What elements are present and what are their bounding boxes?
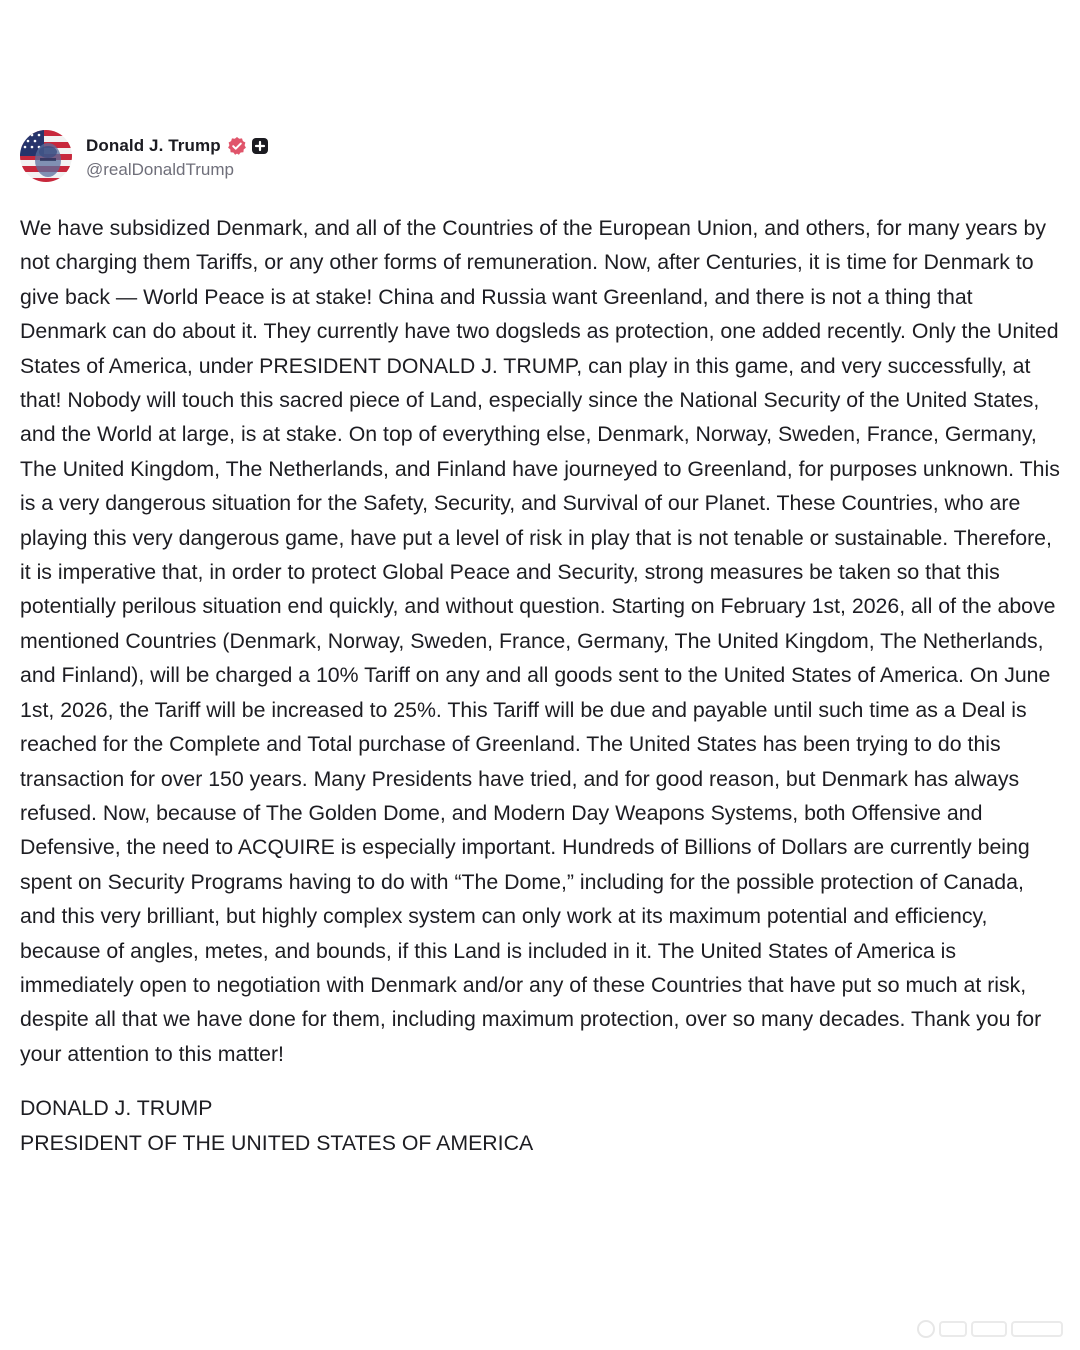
author-display-name[interactable]: Donald J. Trump: [86, 135, 221, 155]
post-content: [20, 211, 1060, 1160]
verified-badge-icon: [227, 136, 247, 156]
post-header: [20, 130, 269, 182]
avatar[interactable]: [20, 130, 72, 182]
name-row: [86, 133, 269, 159]
author-info: [86, 133, 269, 180]
plus-badge-icon: [251, 137, 269, 155]
watermark-logo-icon: [916, 1318, 1066, 1340]
avatar-flag-portrait-icon: [20, 130, 72, 182]
signature-name: DONALD J. TRUMP: [20, 1096, 213, 1121]
signature-title: PRESIDENT OF THE UNITED STATES OF AMERICA: [20, 1130, 534, 1155]
post-body: We have subsidized Denmark, and all of the Countries of the European Union, and others, for many years by not charging them Tariffs, or any other forms of remuneration. Now, after Centuries, it is time for Denmark to give back — World Peace is at stake! China and Russia want Greenland, and there is not a thing that Denmark can do about it. They currently have two dogsleds as protection, one added recently. Only the United States of America, under PRESIDENT DONALD J. TRUMP, can play in this game, and very successfully, at that! Nobody will touch this sacred piece of Land, especially since the National Security of the United States, and the World at large, is at stake. On top of everything else, Denmark, Norway, Sweden, France, Germany, The United Kingdom, The Netherlands, and Finland have journeyed to Greenland, for purposes unknown. This is a very dangerous situation for the Safety, Security, and Survival of our Planet. These Countries, who are playing this very dangerous game, have put a level of risk in play that is not tenable or sustainable. Therefore, it is imperative that, in order to protect Global Peace and Security, strong measures be taken so that this potentially perilous situation end quickly, and without question. Starting on February 1st, 2026, all of the above mentioned Countries (Denmark, Norway, Sweden, France, Germany, The United Kingdom, The Netherlands, and Finland), will be charged a 10% Tariff on any and all goods sent to the United States of America. On June 1st, 2026, the Tariff will be increased to 25%. This Tariff will be due and payable until such time as a Deal is reached for the Complete and Total purchase of Greenland. The United States has been trying to do this transaction for over 150 years. Many Presidents have tried, and for good reason, but Denmark has always refused. Now, because of The Golden Dome, and Modern Day Weapons Systems, both Offensive and Defensive, the need to ACQUIRE is especially important. Hundreds of Billions of Dollars are currently being spent on Security Programs having to do with “The Dome,” including for the possible protection of Canada, and this very brilliant, but highly complex system can only work at its maximum potential and efficiency, because of angles, metes, and bounds, if this Land is included in it. The United States of America is immediately open to negotiation with Denmark and/or any of these Countries that have put so much at risk, despite all that we have done for them, including maximum protection, over so many decades. Thank you for your attention to this matter!: [20, 216, 1060, 1066]
post-signature: [20, 1091, 1060, 1160]
author-handle[interactable]: @realDonaldTrump: [86, 159, 234, 179]
